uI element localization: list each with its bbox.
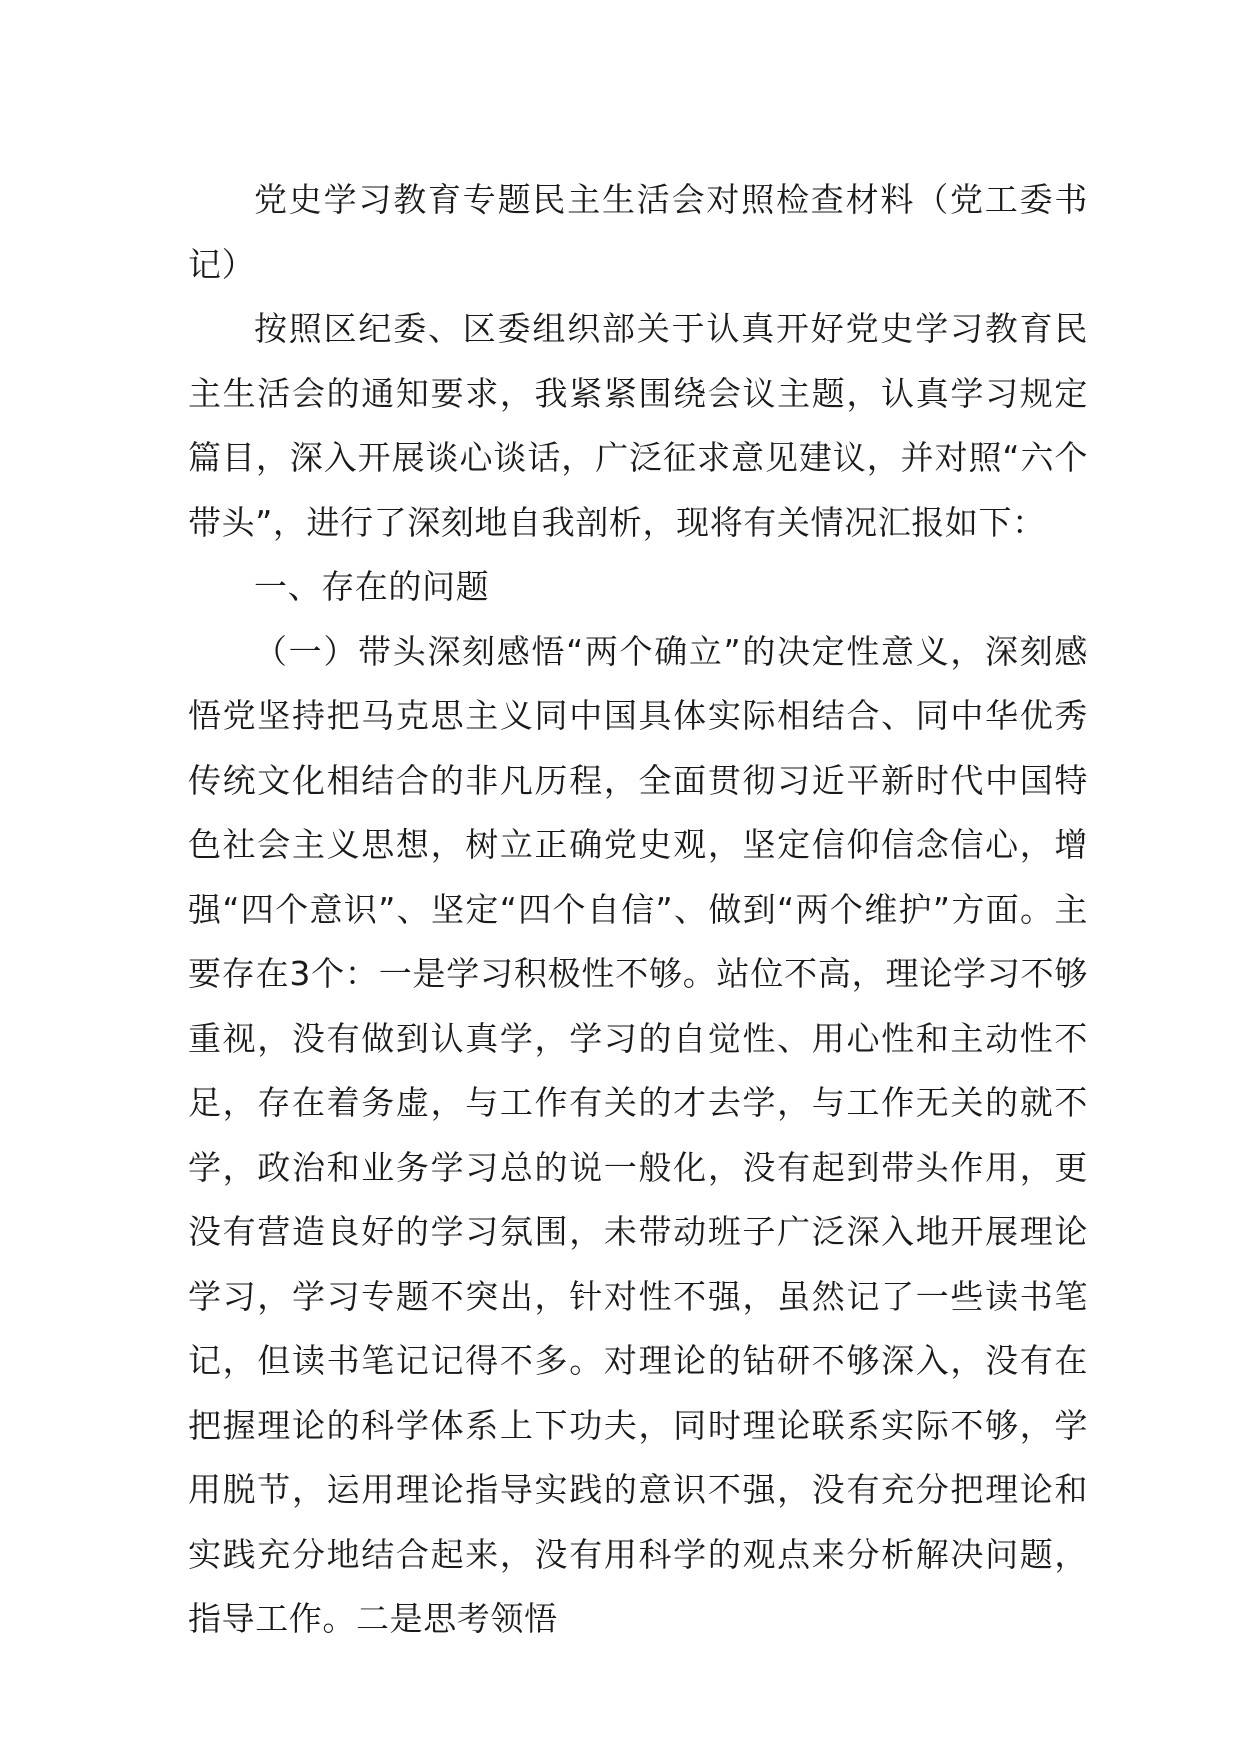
intro-paragraph: 按照区纪委、区委组织部关于认真开好党史学习教育民主生活会的通知要求，我紧紧围绕会议主题，认真学习规定篇目，深入开展谈心谈话，广泛征求意见建议，并对照“六个带头”，进行了深刻地自我剖析，现将有关情况汇报如下：: [188, 309, 1088, 542]
section-heading: 一、存在的问题: [254, 567, 490, 606]
document-title: 党史学习教育专题民主生活会对照检查材料（党工委书记）: [188, 180, 1088, 284]
body-paragraph: （一）带头深刻感悟“两个确立”的决定性意义，深刻感悟党坚持把马克思主义同中国具体实际相结合、同中华优秀传统文化相结合的非凡历程，全面贯彻习近平新时代中国特色社会主义思想，树立正确党史观，坚定信仰信念信心，增强“四个意识”、坚定“四个自信”、做到“两个维护”方面。主要存在3个：一是学习积极性不够。站位不高，理论学习不够重视，没有做到认真学，学习的自觉性、用心性和主动性不足，存在着务虚，与工作有关的才去学，与工作无关的就不学，政治和业务学习总的说一般化，没有起到带头作用，更没有营造良好的学习氛围，未带动班子广泛深入地开展理论学习，学习专题不突出，针对性不强，虽然记了一些读书笔记，但读书笔记记得不多。对理论的钻研不够深入，没有在把握理论的科学体系上下功夫，同时理论联系实际不够，学用脱节，运用理论指导实践的意识不强，没有充分把理论和实践充分地结合起来，没有用科学的观点来分析解决问题，指导工作。二是思考领悟: [188, 631, 1088, 1638]
document-body: [188, 168, 1088, 1652]
